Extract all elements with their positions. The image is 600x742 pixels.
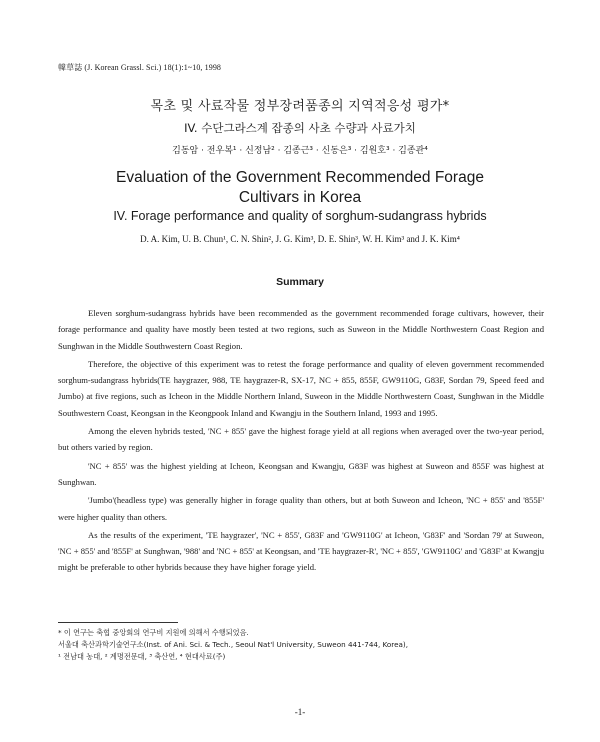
summary-paragraph: 'Jumbo'(headless type) was generally higher in forage quality than others, but at both Suweon and Icheon, 'NC + 855' and '855F' were higher quality than others. <box>58 495 544 522</box>
korean-authors: 김동암 · 전우복¹ · 신정남² · 김종근³ · 신동은³ · 김원호³ · 김종관⁴ <box>172 146 428 156</box>
footnote-institutions: ¹ 전남대 농대, ² 계명전문대, ³ 축산연, ⁴ 현대사료(주) <box>58 652 226 661</box>
english-subtitle: IV. Forage performance and quality of sorghum-sudangrass hybrids <box>113 209 487 223</box>
english-title <box>0 168 600 208</box>
footnote-affiliation: 서울대 축산과학기술연구소(Inst. of Ani. Sci. & Tech., Seoul Nat'l University, Suweon 441-744, Korea), <box>58 640 409 649</box>
footnote-divider <box>58 622 178 623</box>
english-title-line-1: Evaluation of the Government Recommended Forage <box>116 169 484 186</box>
footnotes <box>58 627 544 663</box>
summary-paragraph: As the results of the experiment, 'TE haygrazer', 'NC + 855', G83F and 'GW9110G' at Icheon, 'G83F' and 'Sordan 79' at Suweon, 'NC + 855' and '855F' at Sunghwan, '988' and 'NC + 855' at Keongsan, and 'TE haygrazer-R', 'NC + 855', 'GW9110G' and 'G83F' at Kwangju might be preferable to other hybrids because they have higher forage yield. <box>58 529 544 573</box>
page-number: -1- <box>294 707 306 717</box>
summary-heading: Summary <box>276 276 324 288</box>
english-title-line-2: Cultivars in Korea <box>238 189 362 206</box>
korean-title: 목초 및 사료작물 정부장려품종의 지역적응성 평가* <box>150 99 450 114</box>
korean-subtitle: IV. 수단그라스계 잡종의 사초 수량과 사료가치 <box>184 121 416 135</box>
journal-citation: 韓草誌 (J. Korean Grassl. Sci.) 18(1):1~10, 1998 <box>58 63 222 72</box>
summary-paragraph: 'NC + 855' was the highest yielding at Icheon, Keongsan and Kwangju, G83F was highest at Suweon and 855F was highest at Sunghwan. <box>58 460 544 487</box>
summary-body <box>58 305 544 578</box>
summary-paragraph: Eleven sorghum-sudangrass hybrids have been recommended as the government recommended forage cultivars, however, their forage performance and quality have mostly been tested at two regions, such as Suweon in the Middle Northwestern Coast Region and Sunghwan in the Middle Southwestern Coast Region. <box>58 308 544 351</box>
footnote-funding: * 이 연구는 축협 중앙회의 연구비 지원에 의해서 수행되었음. <box>58 628 249 637</box>
summary-paragraph: Therefore, the objective of this experiment was to retest the forage performance and quality of eleven government recommended sorghum-sudangrass hybrids(TE haygrazer, 988, TE haygrazer-R, SX-17, NC + 855, 855F, GW9110G, G83F, Sordan 79, Speed feed and Jumbo) at five regions, such as Icheon in the Middle Northern Inland, Suweon in the Middle Northwestern Coast, Sunghwan in the Middle Southwestern Coast, Keongsan in the Keongpook Inland and Kwangju in the Southern Inland, 1993 and 1995. <box>58 358 544 418</box>
summary-paragraph: Among the eleven hybrids tested, 'NC + 855' gave the highest forage yield at all regions when averaged over the two-year period, but others varied by region. <box>58 426 544 453</box>
english-authors: D. A. Kim, U. B. Chun¹, C. N. Shin², J. G. Kim³, D. E. Shin³, W. H. Kim³ and J. K. Kim⁴ <box>140 234 460 244</box>
